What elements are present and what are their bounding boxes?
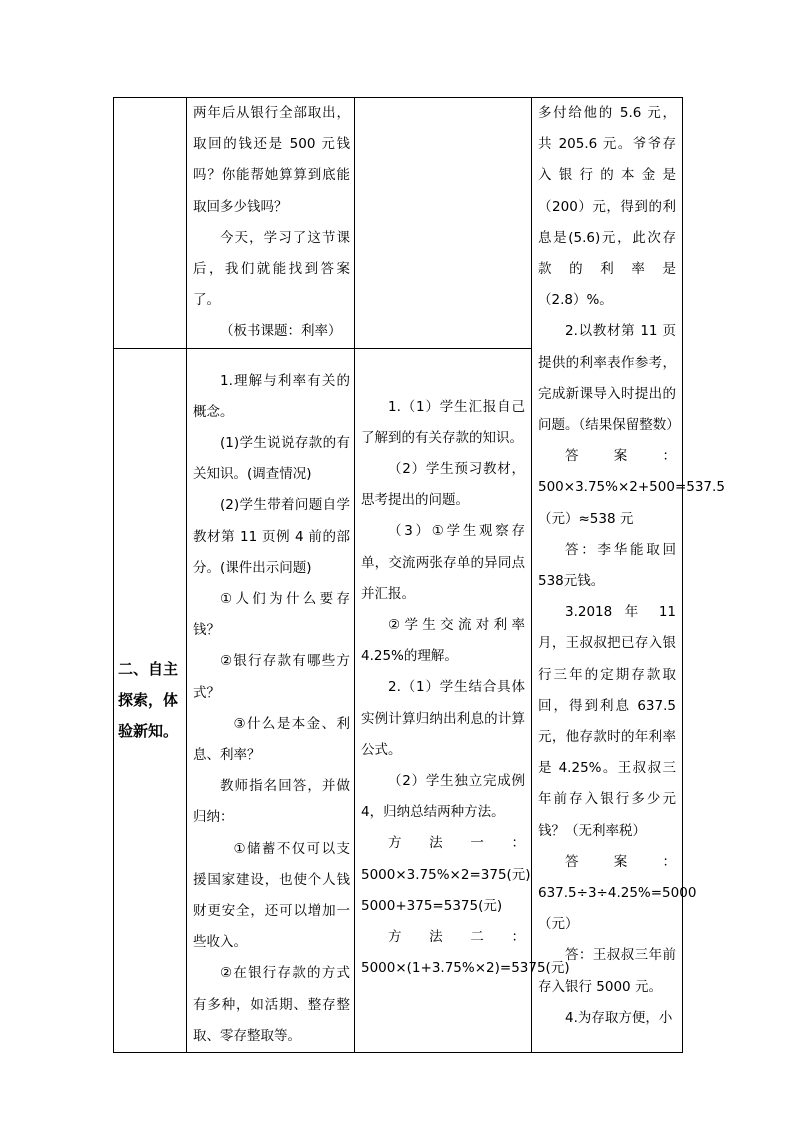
paragraph: 2.（1）学生结合具体实例计算归纳出利息的计算公式。 <box>361 679 525 758</box>
paragraph: ①储蓄不仅可以支援国家建设，也使个人钱财更安全，还可以增加一些收入。 <box>193 840 350 951</box>
paragraph: 方法一：5000×3.75%×2=375(元) <box>361 835 531 883</box>
paragraph: (2)学生带着问题自学教材第 11 页例 4 前的部分。(课件出示问题) <box>193 497 350 576</box>
paragraph: 多付给他的 5.6 元，共 205.6 元。爷爷存入银行的本金是（200）元，得到的利息是(5.6)元，此次存款的利率是（2.8）%。 <box>538 105 676 309</box>
exercise-cell <box>532 98 725 1053</box>
paragraph: 教师指名回答，并做归纳： <box>193 778 350 826</box>
student-activity-cell <box>355 348 570 1052</box>
paragraph: (1)学生说说存款的有关知识。(调查情况) <box>193 435 350 483</box>
paragraph: ①人们为什么要存钱？ <box>193 591 350 639</box>
paragraph: 1.理解与利率有关的概念。 <box>193 372 350 420</box>
paragraph: 今天，学习了这节课后，我们就能找到答案了。 <box>193 229 350 309</box>
student-activity-cell-empty <box>355 98 532 349</box>
stage-cell-empty <box>114 98 187 349</box>
paragraph: （3）①学生观察存单，交流两张存单的异同点并汇报。 <box>361 523 525 602</box>
paragraph: 3.2018 年 11 月，王叔叔把已存入银行三年的定期存款取回，得到利息 637.5 元，他存款时的年利率是 4.25%。王叔叔三年前存入银行多少元钱？（无利率税） <box>538 604 676 839</box>
teacher-activity-cell <box>187 348 355 1052</box>
paragraph: 两年后从银行全部取出，取回的钱还是 500 元钱吗？你能帮她算算到底能取回多少钱吗？ <box>193 105 350 215</box>
paragraph: 答：王叔叔三年前存入银行 5000 元。 <box>538 947 676 995</box>
paragraph: 答案：500×3.75%×2+500=537.5（元）≈538 元 <box>538 448 725 527</box>
paragraph: 4.为存取方便，小 <box>565 1009 673 1026</box>
teacher-activity-cell <box>187 98 355 349</box>
paragraph: （2）学生预习教材，思考提出的问题。 <box>361 461 525 509</box>
paragraph: （板书课题：利率） <box>220 323 342 340</box>
paragraph: 5000+375=5375(元) <box>361 897 503 914</box>
paragraph: （2）学生独立完成例 4，归纳总结两种方法。 <box>361 773 525 821</box>
table-row-intro <box>114 98 683 349</box>
paragraph: 1.（1）学生汇报自己了解到的有关存款的知识。 <box>361 398 525 446</box>
lesson-plan-table <box>113 97 725 1053</box>
paragraph: ②学生交流对利率 4.25%的理解。 <box>361 617 525 665</box>
paragraph: ②银行存款有哪些方式？ <box>193 653 350 701</box>
stage-title: 二、自主探索，体验新知。 <box>114 348 187 1052</box>
paragraph: 2.以教材第 11 页提供的利率表作参考，完成新课导入时提出的问题。（结果保留整数） <box>538 323 680 434</box>
paragraph: 答：李华能取回 538元钱。 <box>538 541 676 590</box>
paragraph: ③什么是本金、利息、利率？ <box>193 715 350 764</box>
paragraph: ②在银行存款的方式有多种，如活期、整存整取、零存整取等。 <box>193 965 350 1044</box>
paragraph: 方法二：5000×(1+3.75%×2)=5375(元) <box>361 929 570 977</box>
paragraph: 答案：637.5÷3÷4.25%=5000（元） <box>538 853 697 933</box>
